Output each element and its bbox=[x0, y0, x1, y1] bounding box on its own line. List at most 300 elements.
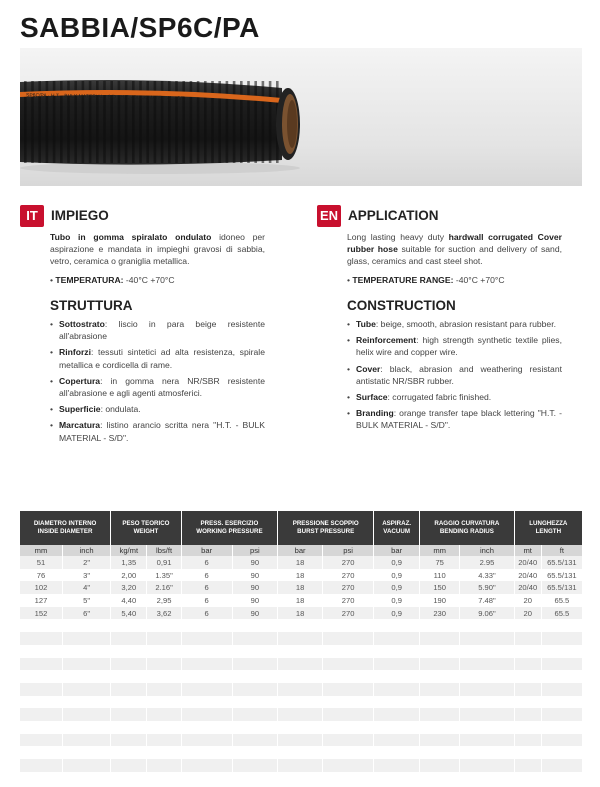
table-cell bbox=[111, 658, 147, 671]
table-cell: 65.5/131 bbox=[541, 581, 582, 594]
table-cell bbox=[323, 759, 374, 772]
table-cell bbox=[147, 632, 181, 645]
table-cell bbox=[460, 683, 514, 696]
table-cell: 0,9 bbox=[374, 581, 420, 594]
table-cell: 270 bbox=[323, 594, 374, 607]
table-cell bbox=[111, 670, 147, 683]
table-cell bbox=[420, 696, 460, 709]
table-cell: 0,9 bbox=[374, 556, 420, 569]
table-cell bbox=[147, 670, 181, 683]
table-cell bbox=[278, 670, 323, 683]
table-cell bbox=[181, 645, 232, 658]
table-cell: 150 bbox=[420, 581, 460, 594]
table-cell bbox=[20, 658, 63, 671]
table-row bbox=[20, 645, 582, 658]
table-cell: 5.90" bbox=[460, 581, 514, 594]
table-cell: 65.5 bbox=[541, 594, 582, 607]
table-cell: 2" bbox=[63, 556, 111, 569]
list-item: • Reinforcement: high strength synthetic textile plies, helix wire and copper wire. bbox=[347, 334, 562, 358]
table-cell bbox=[20, 708, 63, 721]
table-cell bbox=[181, 696, 232, 709]
table-cell bbox=[374, 619, 420, 632]
table-cell: 65.5/131 bbox=[541, 556, 582, 569]
table-cell bbox=[514, 683, 541, 696]
table-row bbox=[20, 658, 582, 671]
table-cell bbox=[232, 683, 278, 696]
table-unit-header bbox=[20, 545, 582, 556]
table-cell: 1.35" bbox=[147, 569, 181, 582]
table-cell bbox=[420, 645, 460, 658]
it-temp-label: TEMPERATURA: bbox=[55, 274, 124, 285]
table-cell bbox=[514, 759, 541, 772]
table-cell bbox=[323, 632, 374, 645]
spec-table bbox=[20, 511, 582, 784]
table-cell bbox=[111, 721, 147, 734]
table-cell bbox=[374, 772, 420, 785]
table-cell bbox=[541, 772, 582, 785]
list-item: • Sottostrato: liscio in para beige resistente all'abrasione bbox=[50, 318, 265, 342]
table-cell bbox=[278, 683, 323, 696]
table-body bbox=[20, 556, 582, 784]
table-cell bbox=[278, 645, 323, 658]
table-cell bbox=[63, 772, 111, 785]
table-cell bbox=[63, 619, 111, 632]
table-cell bbox=[514, 658, 541, 671]
table-cell: 2,95 bbox=[147, 594, 181, 607]
table-cell: 90 bbox=[232, 594, 278, 607]
table-cell bbox=[541, 632, 582, 645]
table-cell: 3" bbox=[63, 569, 111, 582]
table-cell bbox=[460, 645, 514, 658]
it-heading: IMPIEGO bbox=[51, 207, 109, 223]
table-cell bbox=[323, 696, 374, 709]
table-cell: 7.48" bbox=[460, 594, 514, 607]
table-cell bbox=[63, 759, 111, 772]
it-desc-bold: Tubo in gomma spiralato ondulato bbox=[50, 232, 212, 242]
table-cell bbox=[147, 734, 181, 747]
table-cell bbox=[181, 721, 232, 734]
unit-cell: mt bbox=[514, 545, 541, 556]
table-cell bbox=[460, 708, 514, 721]
list-item: • Surface: corrugated fabric finished. bbox=[347, 391, 562, 403]
table-cell bbox=[181, 683, 232, 696]
table-cell bbox=[460, 632, 514, 645]
table-cell bbox=[323, 645, 374, 658]
list-item: • Branding: orange transfer tape black lettering "H.T. - BULK MATERIAL - S/D". bbox=[347, 407, 562, 431]
en-construction-list bbox=[347, 318, 562, 432]
table-cell bbox=[20, 746, 63, 759]
page-title: SABBIA/SP6C/PA bbox=[20, 12, 260, 43]
table-cell bbox=[20, 734, 63, 747]
table-cell bbox=[232, 746, 278, 759]
table-cell: 90 bbox=[232, 556, 278, 569]
list-item: • Cover: black, abrasion and weathering resistant antistatic NR/SBR rubber. bbox=[347, 363, 562, 387]
hose-rib bbox=[269, 81, 272, 163]
table-cell bbox=[323, 619, 374, 632]
table-cell bbox=[147, 696, 181, 709]
table-cell bbox=[514, 734, 541, 747]
en-desc-bold: hardwall corrugated Cover rubber hose bbox=[347, 232, 562, 255]
table-cell bbox=[111, 696, 147, 709]
table-row bbox=[20, 708, 582, 721]
table-cell: 18 bbox=[278, 556, 323, 569]
table-cell: 65.5 bbox=[541, 607, 582, 620]
table-cell bbox=[460, 619, 514, 632]
table-cell: 5" bbox=[63, 594, 111, 607]
table-cell bbox=[323, 734, 374, 747]
table-cell bbox=[420, 670, 460, 683]
table-cell bbox=[374, 670, 420, 683]
table-cell bbox=[374, 746, 420, 759]
table-cell bbox=[111, 708, 147, 721]
table-cell bbox=[20, 619, 63, 632]
table-cell: 6 bbox=[181, 607, 232, 620]
it-temp-value: -40°C +70°C bbox=[123, 274, 175, 285]
table-cell: 20/40 bbox=[514, 581, 541, 594]
table-cell bbox=[323, 772, 374, 785]
table-cell bbox=[63, 658, 111, 671]
product-image bbox=[20, 48, 582, 186]
it-sub-heading: STRUTTURA bbox=[50, 297, 133, 313]
table-cell bbox=[374, 658, 420, 671]
table-cell bbox=[541, 696, 582, 709]
table-cell bbox=[374, 683, 420, 696]
table-cell: 18 bbox=[278, 569, 323, 582]
table-cell bbox=[541, 658, 582, 671]
table-cell: 20/40 bbox=[514, 569, 541, 582]
en-header bbox=[317, 205, 562, 227]
table-cell bbox=[111, 746, 147, 759]
table-cell bbox=[232, 772, 278, 785]
table-cell bbox=[541, 683, 582, 696]
table-cell bbox=[278, 734, 323, 747]
en-temperature: • TEMPERATURE RANGE: -40°C +70°C bbox=[347, 274, 505, 285]
table-cell: 51 bbox=[20, 556, 63, 569]
unit-cell: lbs/ft bbox=[147, 545, 181, 556]
table-cell bbox=[420, 683, 460, 696]
table-cell: 2.95 bbox=[460, 556, 514, 569]
hose-rib bbox=[254, 81, 257, 163]
table-cell: 230 bbox=[420, 607, 460, 620]
table-cell bbox=[20, 759, 63, 772]
table-cell bbox=[63, 721, 111, 734]
table-cell: 9.06" bbox=[460, 607, 514, 620]
unit-cell: bar bbox=[181, 545, 232, 556]
table-cell bbox=[181, 619, 232, 632]
table-cell bbox=[232, 670, 278, 683]
table-cell bbox=[20, 696, 63, 709]
table-cell: 270 bbox=[323, 556, 374, 569]
unit-cell: inch bbox=[460, 545, 514, 556]
en-sub-heading: CONSTRUCTION bbox=[347, 297, 456, 313]
table-cell bbox=[460, 721, 514, 734]
group-burst-pressure: PRESSIONE SCOPPIO BURST PRESSURE bbox=[278, 511, 374, 545]
table-cell bbox=[111, 645, 147, 658]
table-cell bbox=[181, 734, 232, 747]
unit-cell: inch bbox=[63, 545, 111, 556]
table-cell bbox=[63, 645, 111, 658]
it-desc-text: idoneo per aspirazione e mandata in impieghi gravosi di sabbia, vetro, ceramica o graniglia metallica. bbox=[50, 232, 265, 267]
group-bending-radius: RAGGIO CURVATURA BENDING RADIUS bbox=[420, 511, 515, 545]
table-row bbox=[20, 632, 582, 645]
it-header bbox=[20, 205, 265, 227]
table-cell bbox=[147, 708, 181, 721]
table-cell bbox=[278, 658, 323, 671]
table-cell: 4" bbox=[63, 581, 111, 594]
table-cell bbox=[20, 632, 63, 645]
list-item: • Copertura: in gomma nera NR/SBR resistente all'abrasione e agli agenti atmosferici. bbox=[50, 375, 265, 399]
table-cell bbox=[323, 670, 374, 683]
table-cell bbox=[278, 619, 323, 632]
table-cell bbox=[181, 708, 232, 721]
hose-rib bbox=[247, 81, 250, 163]
table-cell bbox=[374, 696, 420, 709]
hose-rib bbox=[240, 81, 243, 163]
table-cell bbox=[541, 619, 582, 632]
table-cell bbox=[420, 619, 460, 632]
table-row bbox=[20, 759, 582, 772]
table-row bbox=[20, 721, 582, 734]
table-cell: 6" bbox=[63, 607, 111, 620]
unit-cell: bar bbox=[278, 545, 323, 556]
unit-cell: psi bbox=[323, 545, 374, 556]
table-cell: 0,9 bbox=[374, 607, 420, 620]
table-cell bbox=[323, 721, 374, 734]
table-cell bbox=[20, 772, 63, 785]
hose-rib bbox=[233, 81, 236, 163]
table-cell bbox=[460, 772, 514, 785]
table-cell: 190 bbox=[420, 594, 460, 607]
table-row bbox=[20, 581, 582, 594]
table-cell bbox=[460, 696, 514, 709]
table-cell bbox=[63, 632, 111, 645]
table-cell: 20 bbox=[514, 594, 541, 607]
table-cell bbox=[147, 658, 181, 671]
table-cell bbox=[232, 759, 278, 772]
table-cell bbox=[111, 772, 147, 785]
unit-cell: psi bbox=[232, 545, 278, 556]
table-cell bbox=[63, 746, 111, 759]
it-badge: IT bbox=[20, 205, 44, 227]
table-cell: 0,9 bbox=[374, 594, 420, 607]
table-row bbox=[20, 746, 582, 759]
table-row bbox=[20, 594, 582, 607]
table-cell bbox=[278, 746, 323, 759]
table-cell: 2.16" bbox=[147, 581, 181, 594]
table-cell bbox=[541, 670, 582, 683]
table-cell: 18 bbox=[278, 581, 323, 594]
table-cell: 152 bbox=[20, 607, 63, 620]
table-cell bbox=[541, 721, 582, 734]
table-cell: 3,62 bbox=[147, 607, 181, 620]
table-cell bbox=[147, 772, 181, 785]
table-cell bbox=[63, 708, 111, 721]
table-cell bbox=[323, 708, 374, 721]
table-cell bbox=[514, 772, 541, 785]
en-desc-pre: Long lasting heavy duty bbox=[347, 232, 449, 242]
table-cell: 3,20 bbox=[111, 581, 147, 594]
table-cell bbox=[111, 734, 147, 747]
en-description bbox=[347, 231, 562, 268]
table-cell bbox=[278, 696, 323, 709]
unit-cell: bar bbox=[374, 545, 420, 556]
table-cell bbox=[278, 708, 323, 721]
table-cell bbox=[541, 759, 582, 772]
table-cell bbox=[514, 670, 541, 683]
table-cell bbox=[147, 759, 181, 772]
table-row bbox=[20, 607, 582, 620]
table-cell: 90 bbox=[232, 607, 278, 620]
table-cell bbox=[147, 683, 181, 696]
table-row bbox=[20, 569, 582, 582]
unit-cell: mm bbox=[420, 545, 460, 556]
table-cell bbox=[420, 632, 460, 645]
table-cell bbox=[278, 721, 323, 734]
table-cell bbox=[181, 746, 232, 759]
group-inside-diameter: DIAMETRO INTERNO INSIDE DIAMETER bbox=[20, 511, 111, 545]
table-cell bbox=[374, 632, 420, 645]
table-cell: 4.33" bbox=[460, 569, 514, 582]
table-cell bbox=[514, 708, 541, 721]
list-item: • Rinforzi: tessuti sintetici ad alta resistenza, spirale metallica e cordicella di rame. bbox=[50, 346, 265, 370]
table-cell bbox=[232, 645, 278, 658]
table-cell bbox=[420, 734, 460, 747]
table-cell: 1,35 bbox=[111, 556, 147, 569]
table-cell bbox=[232, 721, 278, 734]
table-cell bbox=[147, 619, 181, 632]
table-cell: 270 bbox=[323, 581, 374, 594]
table-row bbox=[20, 772, 582, 785]
table-cell bbox=[181, 670, 232, 683]
table-cell bbox=[278, 772, 323, 785]
table-cell bbox=[63, 670, 111, 683]
table-cell bbox=[541, 746, 582, 759]
table-cell: 90 bbox=[232, 581, 278, 594]
hose-lettering: SP6C/PA · H.T. - BULK MATERIAL - S/D · H.T. - BULK MATERIAL - S/D bbox=[25, 92, 186, 102]
table-cell bbox=[323, 746, 374, 759]
table-cell bbox=[541, 708, 582, 721]
group-weight: PESO TEORICO WEIGHT bbox=[111, 511, 181, 545]
table-cell bbox=[460, 734, 514, 747]
table-cell bbox=[232, 632, 278, 645]
it-description bbox=[50, 231, 265, 268]
table-cell bbox=[420, 658, 460, 671]
table-cell: 2,00 bbox=[111, 569, 147, 582]
table-cell: 18 bbox=[278, 607, 323, 620]
table-cell bbox=[111, 619, 147, 632]
group-vacuum: ASPIRAZ. VACUUM bbox=[374, 511, 420, 545]
table-cell: 270 bbox=[323, 607, 374, 620]
table-group-header bbox=[20, 511, 582, 545]
list-item: • Tube: beige, smooth, abrasion resistant para rubber. bbox=[347, 318, 562, 330]
table-cell bbox=[420, 708, 460, 721]
en-temp-label: TEMPERATURE RANGE: bbox=[352, 274, 454, 285]
table-cell: 0,91 bbox=[147, 556, 181, 569]
table-cell bbox=[460, 759, 514, 772]
table-cell: 5,40 bbox=[111, 607, 147, 620]
table-cell bbox=[420, 772, 460, 785]
table-cell bbox=[514, 696, 541, 709]
table-cell bbox=[514, 619, 541, 632]
list-item: • Superficie: ondulata. bbox=[50, 403, 265, 415]
table-row bbox=[20, 619, 582, 632]
table-cell: 75 bbox=[420, 556, 460, 569]
table-cell: 6 bbox=[181, 569, 232, 582]
table-cell bbox=[278, 759, 323, 772]
table-row bbox=[20, 683, 582, 696]
table-cell bbox=[420, 746, 460, 759]
table-cell: 20/40 bbox=[514, 556, 541, 569]
table-cell bbox=[147, 721, 181, 734]
table-cell: 270 bbox=[323, 569, 374, 582]
table-cell bbox=[20, 683, 63, 696]
table-cell bbox=[111, 632, 147, 645]
hose-rib bbox=[226, 81, 229, 163]
unit-cell: kg/mt bbox=[111, 545, 147, 556]
hose-inner-shade bbox=[287, 100, 297, 148]
table-cell bbox=[111, 759, 147, 772]
english-section bbox=[317, 205, 562, 436]
table-cell bbox=[181, 658, 232, 671]
group-working-pressure: PRESS. ESERCIZIO WORKING PRESSURE bbox=[181, 511, 278, 545]
table-cell bbox=[374, 734, 420, 747]
table-cell bbox=[514, 746, 541, 759]
table-cell bbox=[181, 632, 232, 645]
table-cell bbox=[323, 658, 374, 671]
table-cell bbox=[181, 772, 232, 785]
table-cell: 6 bbox=[181, 581, 232, 594]
it-structure-list bbox=[50, 318, 265, 444]
en-badge: EN bbox=[317, 205, 341, 227]
table-cell bbox=[374, 708, 420, 721]
table-cell: 127 bbox=[20, 594, 63, 607]
table-cell bbox=[541, 645, 582, 658]
unit-cell: mm bbox=[20, 545, 63, 556]
unit-cell: ft bbox=[541, 545, 582, 556]
table-cell: 90 bbox=[232, 569, 278, 582]
table-cell bbox=[232, 619, 278, 632]
en-desc-text: suitable for suction and delivery of sand, glass, ceramics and cast steel shot. bbox=[347, 244, 563, 267]
table-cell bbox=[514, 721, 541, 734]
table-cell bbox=[374, 721, 420, 734]
table-cell bbox=[111, 683, 147, 696]
table-cell bbox=[420, 759, 460, 772]
table-cell: 102 bbox=[20, 581, 63, 594]
table-cell bbox=[63, 696, 111, 709]
table-row bbox=[20, 670, 582, 683]
table-cell bbox=[374, 645, 420, 658]
table-cell: 76 bbox=[20, 569, 63, 582]
group-length: LUNGHEZZA LENGTH bbox=[514, 511, 582, 545]
table-cell bbox=[278, 632, 323, 645]
table-cell bbox=[232, 658, 278, 671]
table-cell bbox=[147, 645, 181, 658]
table-cell bbox=[63, 683, 111, 696]
en-temp-value: -40°C +70°C bbox=[453, 274, 505, 285]
list-item: • Marcatura: listino arancio scritta nera "H.T. - BULK MATERIAL - S/D". bbox=[50, 419, 265, 443]
table-cell bbox=[20, 645, 63, 658]
table-cell: 4,40 bbox=[111, 594, 147, 607]
table-cell bbox=[232, 696, 278, 709]
table-row bbox=[20, 556, 582, 569]
table-cell bbox=[323, 683, 374, 696]
table-cell: 6 bbox=[181, 594, 232, 607]
table-cell: 6 bbox=[181, 556, 232, 569]
hose-rib bbox=[262, 81, 265, 163]
table-cell bbox=[420, 721, 460, 734]
table-cell bbox=[147, 746, 181, 759]
table-row bbox=[20, 734, 582, 747]
